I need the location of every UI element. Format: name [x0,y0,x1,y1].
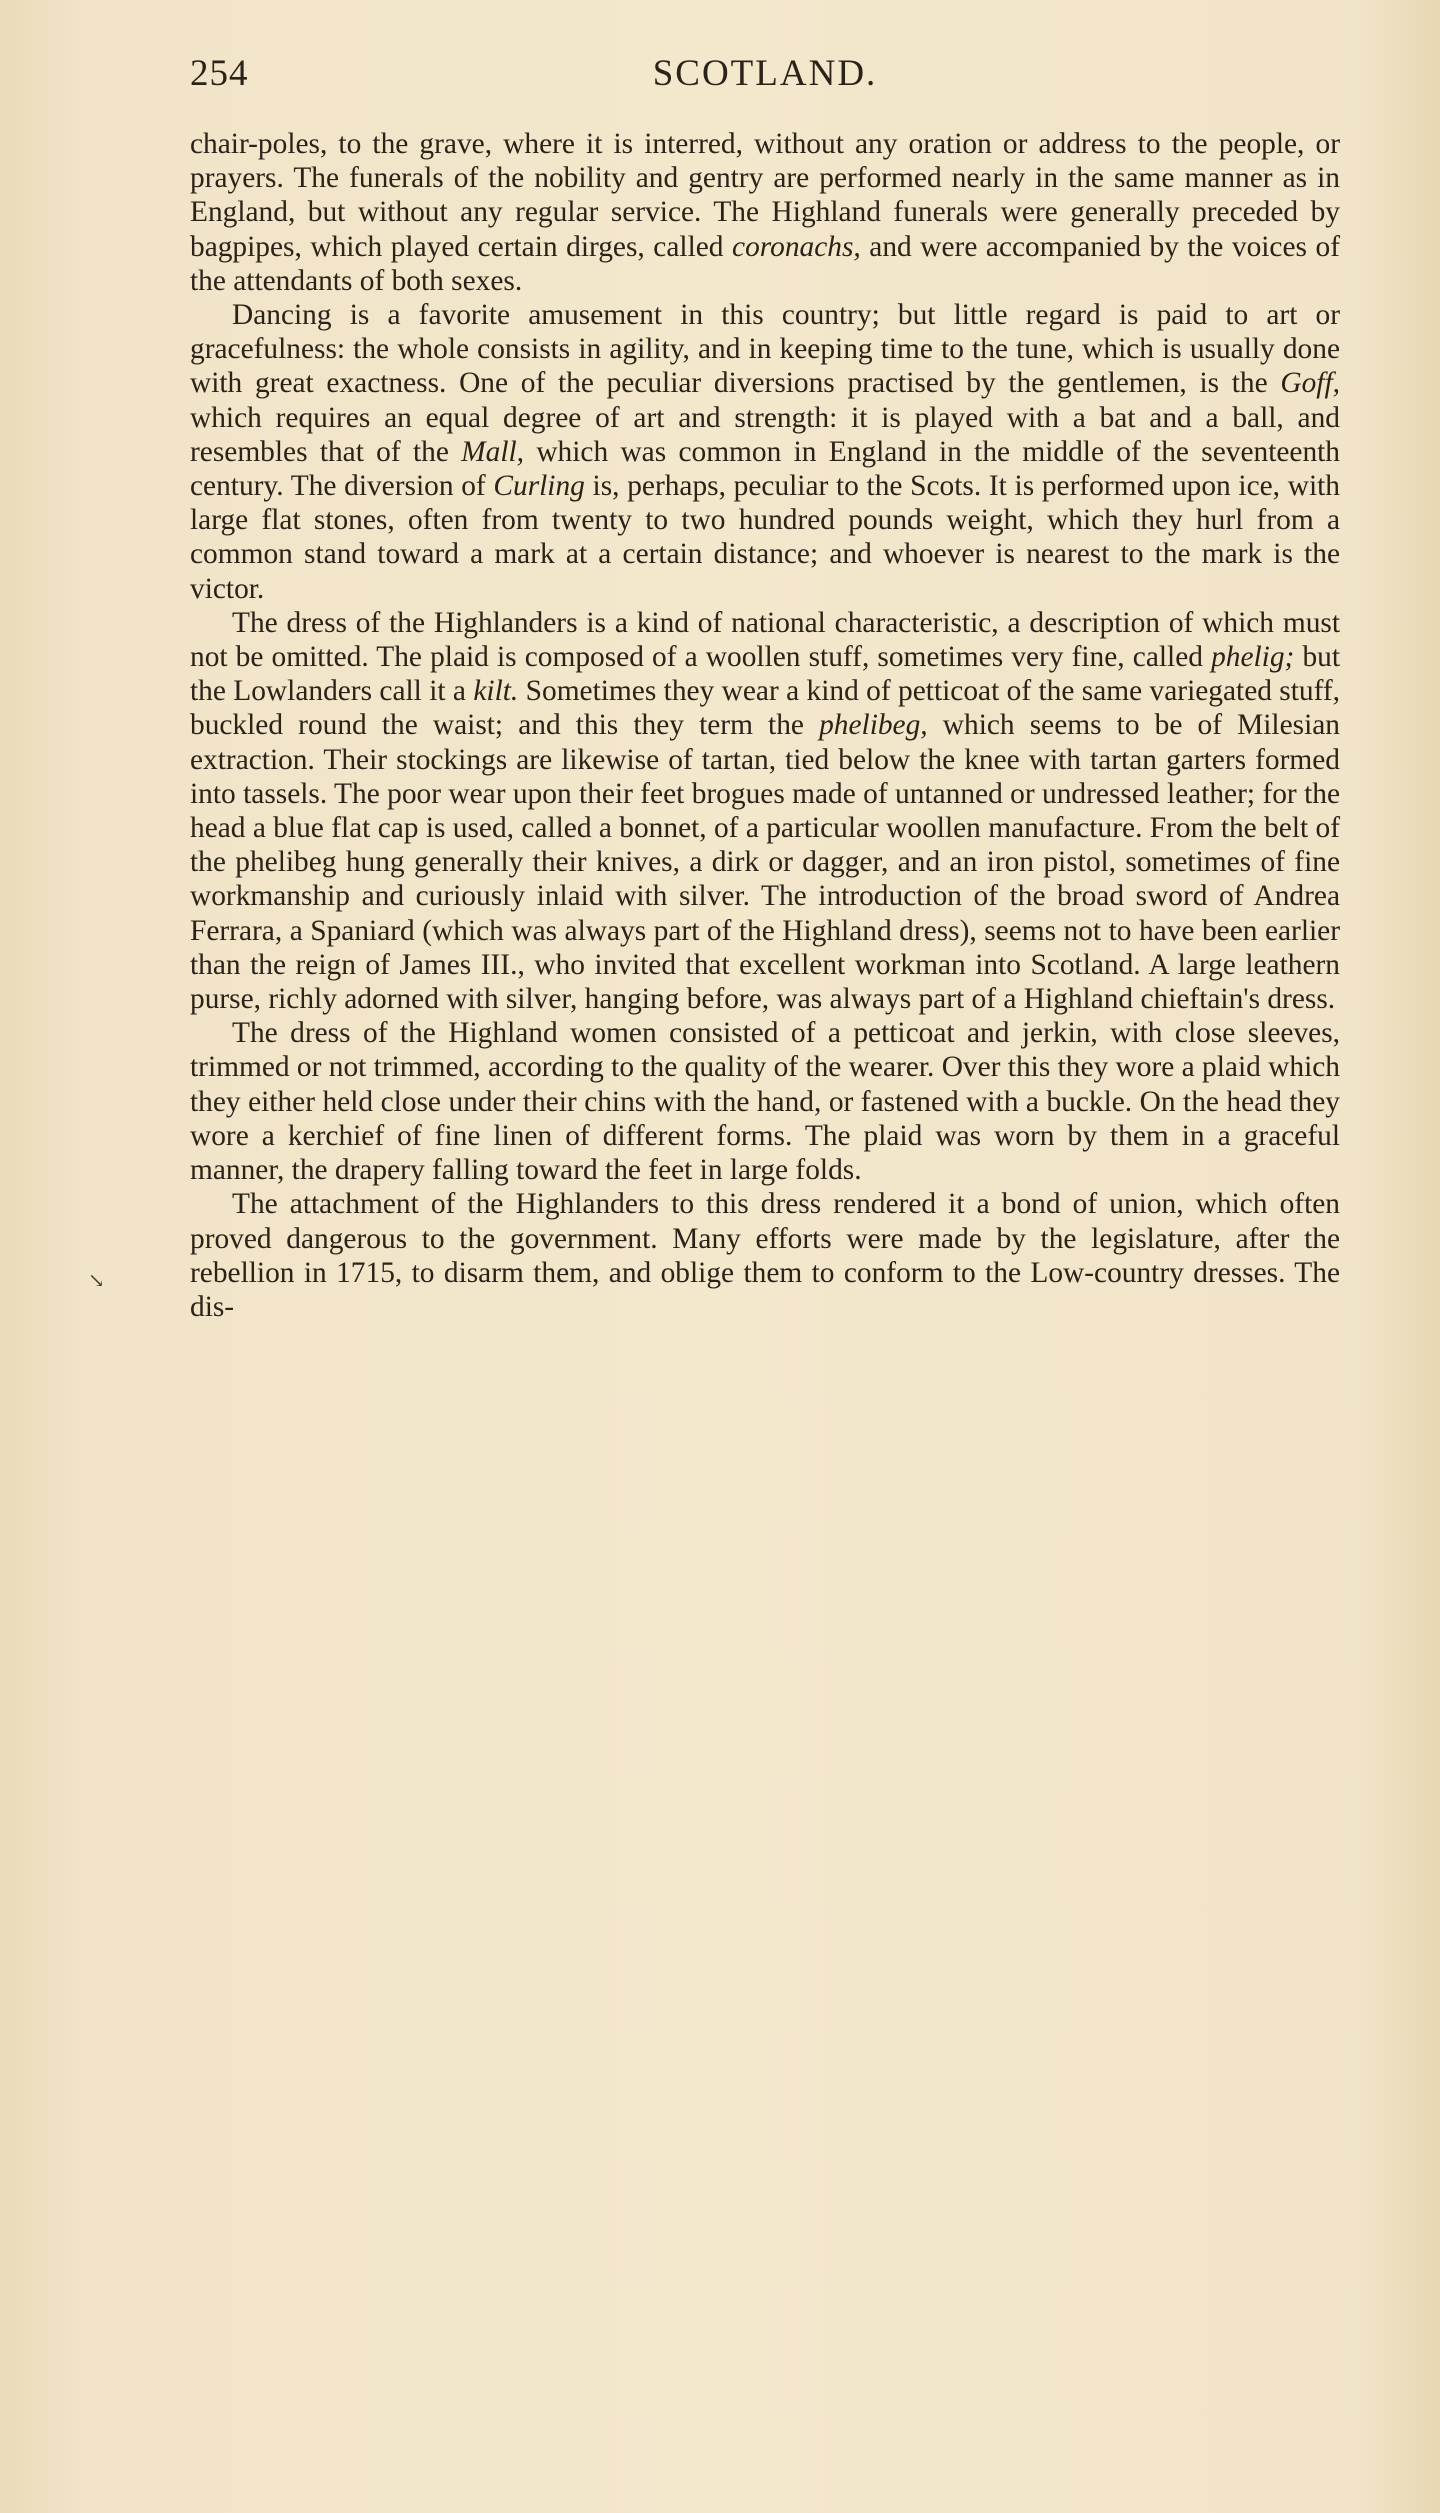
paragraph-highland-women: The dress of the Highland women consisted of a petticoat and jerkin, with close sleeves, trimmed or not trimmed, according to the quality of the wearer. Over this they wore a plaid which they either held close under their chins with the hand, or fastened with a buckle. On the head they wore a kerchief of fine linen of different forms. The plaid was worn by them in a graceful manner, the drapery falling toward the feet in large folds. [190,1017,1340,1187]
italic-term: phelig; [1211,641,1295,674]
margin-mark-icon: ↘ [88,1270,105,1292]
italic-term: phelibeg, [819,709,928,742]
running-head: SCOTLAND. [652,53,878,94]
italic-term: kilt. [473,675,519,708]
paragraph-funerals: chair-poles, to the grave, where it is interred, without any oration or address to the people, or prayers. The funerals of the nobility and gentry are performed nearly in the same manner as in England, but without any regular service. The Highland funerals were generally preceded by bagpipes, which played certain dirges, called coronachs, and were accompanied by the voices of the attendants of both sexes. [190,128,1340,297]
paragraph-dancing: Dancing is a favorite amusement in this country; but little regard is paid to art or gracefulness: the whole consists in agility, and in keeping time to the tune, which is usually done with great exactness. One of the peculiar diversions practised by the gentlemen, is the Goff, which requires an equal degree of art and strength: it is played with a bat and a ball, and resembles that of the Mall, which was common in England in the middle of the seventeenth century. The diversion of Curling is, perhaps, peculiar to the Scots. It is performed upon ice, with large flat stones, often from twenty to two hundred pounds weight, which they hurl from a common stand toward a mark at a certain distance; and whoever is nearest to the mark is the victor. [190,299,1341,605]
italic-term: coronachs, [732,230,861,263]
italic-term: Mall, [461,435,525,468]
italic-term: Goff, [1280,367,1340,400]
page-header [190,52,1340,102]
paragraph-highland-dress: The dress of the Highlanders is a kind of national characteristic, a description of which must not be omitted. The plaid is composed of a woollen stuff, sometimes very fine, called phelig; but the Lowlanders call it a kilt. Sometimes they wear a kind of petticoat of the same variegated stuff, buckled round the waist; and this they term the phelibeg, which seems to be of Milesian extraction. Their stockings are likewise of tartan, tied below the knee with tartan garters formed into tassels. The poor wear upon their feet brogues made of untanned or undressed leather; for the head a blue flat cap is used, called a bonnet, of a particular woollen manufacture. From the belt of the phelibeg hung generally their knives, a dirk or dagger, and an iron pistol, sometimes of fine workmanship and curiously inlaid with silver. The introduction of the broad sword of Andrea Ferrara, a Spaniard (which was always part of the Highland dress), seems not to have been earlier than the reign of James III., who invited that excellent workman into Scotland. A large leathern purse, richly adorned with silver, hanging before, was always part of a Highland chieftain's dress. [190,606,1341,1016]
italic-term: Curling [493,470,585,503]
paragraph-attachment: The attachment of the Highlanders to this dress rendered it a bond of union, which often proved dangerous to the government. Many efforts were made by the legislature, after the rebellion in 1715, to disarm them, and oblige them to conform to the Low-country dresses. The dis- [190,1188,1340,1323]
body-text [190,127,1340,1324]
page-number: 254 [190,53,249,94]
